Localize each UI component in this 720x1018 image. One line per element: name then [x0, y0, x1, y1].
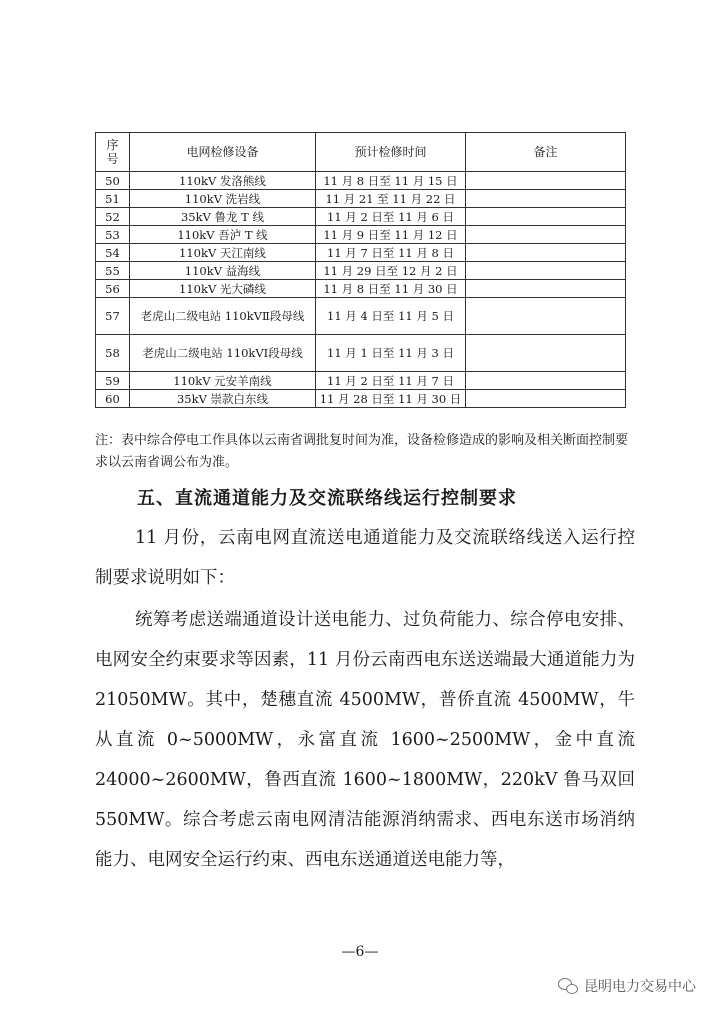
table-header-row: [96, 133, 626, 172]
row-time: 11 月 7 日至 11 月 8 日: [316, 244, 466, 262]
row-no: 58: [96, 335, 130, 372]
row-no: 52: [96, 208, 130, 226]
table-row: [96, 262, 626, 280]
row-no: 54: [96, 244, 130, 262]
paragraph-text: 统筹考虑送端通道设计送电能力、过负荷能力、综合停电安排、电网安全约束要求等因素，11 月份云南西电东送送端最大通道能力为 21050MW。其中，楚穗直流 4500MW，普侨直流 4500MW，牛从直流 0~5000MW，永富直流 1600~2500MW，金中直流 24000~2600MW，鲁西直流 1600~1800MW，220kV 鲁马双回 550MW。综合考虑云南电网清洁能源消纳需求、西电东送市场消纳能力、电网安全运行约束、西电东送通道送电能力等，: [95, 610, 635, 870]
table-row: [96, 244, 626, 262]
wechat-icon: [558, 978, 578, 994]
row-time: 11 月 28 日至 11 月 30 日: [316, 390, 466, 408]
row-device: 老虎山二级电站 110kVⅡ段母线: [130, 298, 316, 335]
row-remark: [466, 298, 626, 335]
watermark: [558, 976, 696, 996]
row-remark: [466, 372, 626, 390]
paragraph: [95, 518, 635, 598]
table-row: [96, 372, 626, 390]
table-row: [96, 208, 626, 226]
table-row: [96, 390, 626, 408]
table-row: [96, 335, 626, 372]
table-row: [96, 298, 626, 335]
row-remark: [466, 244, 626, 262]
row-time: 11 月 21 至 11 月 22 日: [316, 190, 466, 208]
row-device: 110kV 益海线: [130, 262, 316, 280]
row-remark: [466, 280, 626, 298]
row-no: 60: [96, 390, 130, 408]
row-remark: [466, 226, 626, 244]
table-note: 注：表中综合停电工作具体以云南省调批复时间为准，设备检修造成的影响及相关断面控制要求以云南省调公布为准。: [95, 433, 629, 470]
row-no: 59: [96, 372, 130, 390]
table-row: [96, 190, 626, 208]
row-device: 110kV 天江南线: [130, 244, 316, 262]
row-no: 51: [96, 190, 130, 208]
row-time: 11 月 2 日至 11 月 6 日: [316, 208, 466, 226]
row-remark: [466, 208, 626, 226]
row-no: 55: [96, 262, 130, 280]
row-remark: [466, 262, 626, 280]
watermark-text: 昆明电力交易中心: [584, 979, 696, 995]
header-no: 序 号: [96, 133, 130, 172]
row-no: 50: [96, 172, 130, 190]
row-device: 110kV 光大磷线: [130, 280, 316, 298]
row-remark: [466, 335, 626, 372]
row-device: 110kV 吾泸 T 线: [130, 226, 316, 244]
row-time: 11 月 1 日至 11 月 3 日: [316, 335, 466, 372]
row-time: 11 月 4 日至 11 月 5 日: [316, 298, 466, 335]
maintenance-table: [95, 132, 626, 408]
row-time: 11 月 8 日至 11 月 30 日: [316, 280, 466, 298]
row-device: 110kV 发洛熊线: [130, 172, 316, 190]
row-no: 57: [96, 298, 130, 335]
table-row: [96, 280, 626, 298]
row-time: 11 月 29 日至 12 月 2 日: [316, 262, 466, 280]
row-device: 35kV 崇款白东线: [130, 390, 316, 408]
page-number: —6—: [341, 944, 379, 960]
row-no: 53: [96, 226, 130, 244]
paragraph: [95, 600, 635, 880]
row-remark: [466, 172, 626, 190]
paragraph-text: 11 月份，云南电网直流送电通道能力及交流联络线送入运行控制要求说明如下：: [95, 528, 635, 588]
row-no: 56: [96, 280, 130, 298]
row-device: 35kV 鲁龙 T 线: [130, 208, 316, 226]
row-remark: [466, 390, 626, 408]
row-device: 老虎山二级电站 110kVⅠ段母线: [130, 335, 316, 372]
row-remark: [466, 190, 626, 208]
section-heading: 五、直流通道能力及交流联络线运行控制要求: [137, 488, 517, 509]
row-time: 11 月 2 日至 11 月 7 日: [316, 372, 466, 390]
header-remark: 备注: [466, 133, 626, 172]
table-row: [96, 172, 626, 190]
header-device: 电网检修设备: [130, 133, 316, 172]
table-row: [96, 226, 626, 244]
row-time: 11 月 8 日至 11 月 15 日: [316, 172, 466, 190]
row-device: 110kV 元安羊南线: [130, 372, 316, 390]
header-time: 预计检修时间: [316, 133, 466, 172]
row-device: 110kV 洗岩线: [130, 190, 316, 208]
row-time: 11 月 9 日至 11 月 12 日: [316, 226, 466, 244]
